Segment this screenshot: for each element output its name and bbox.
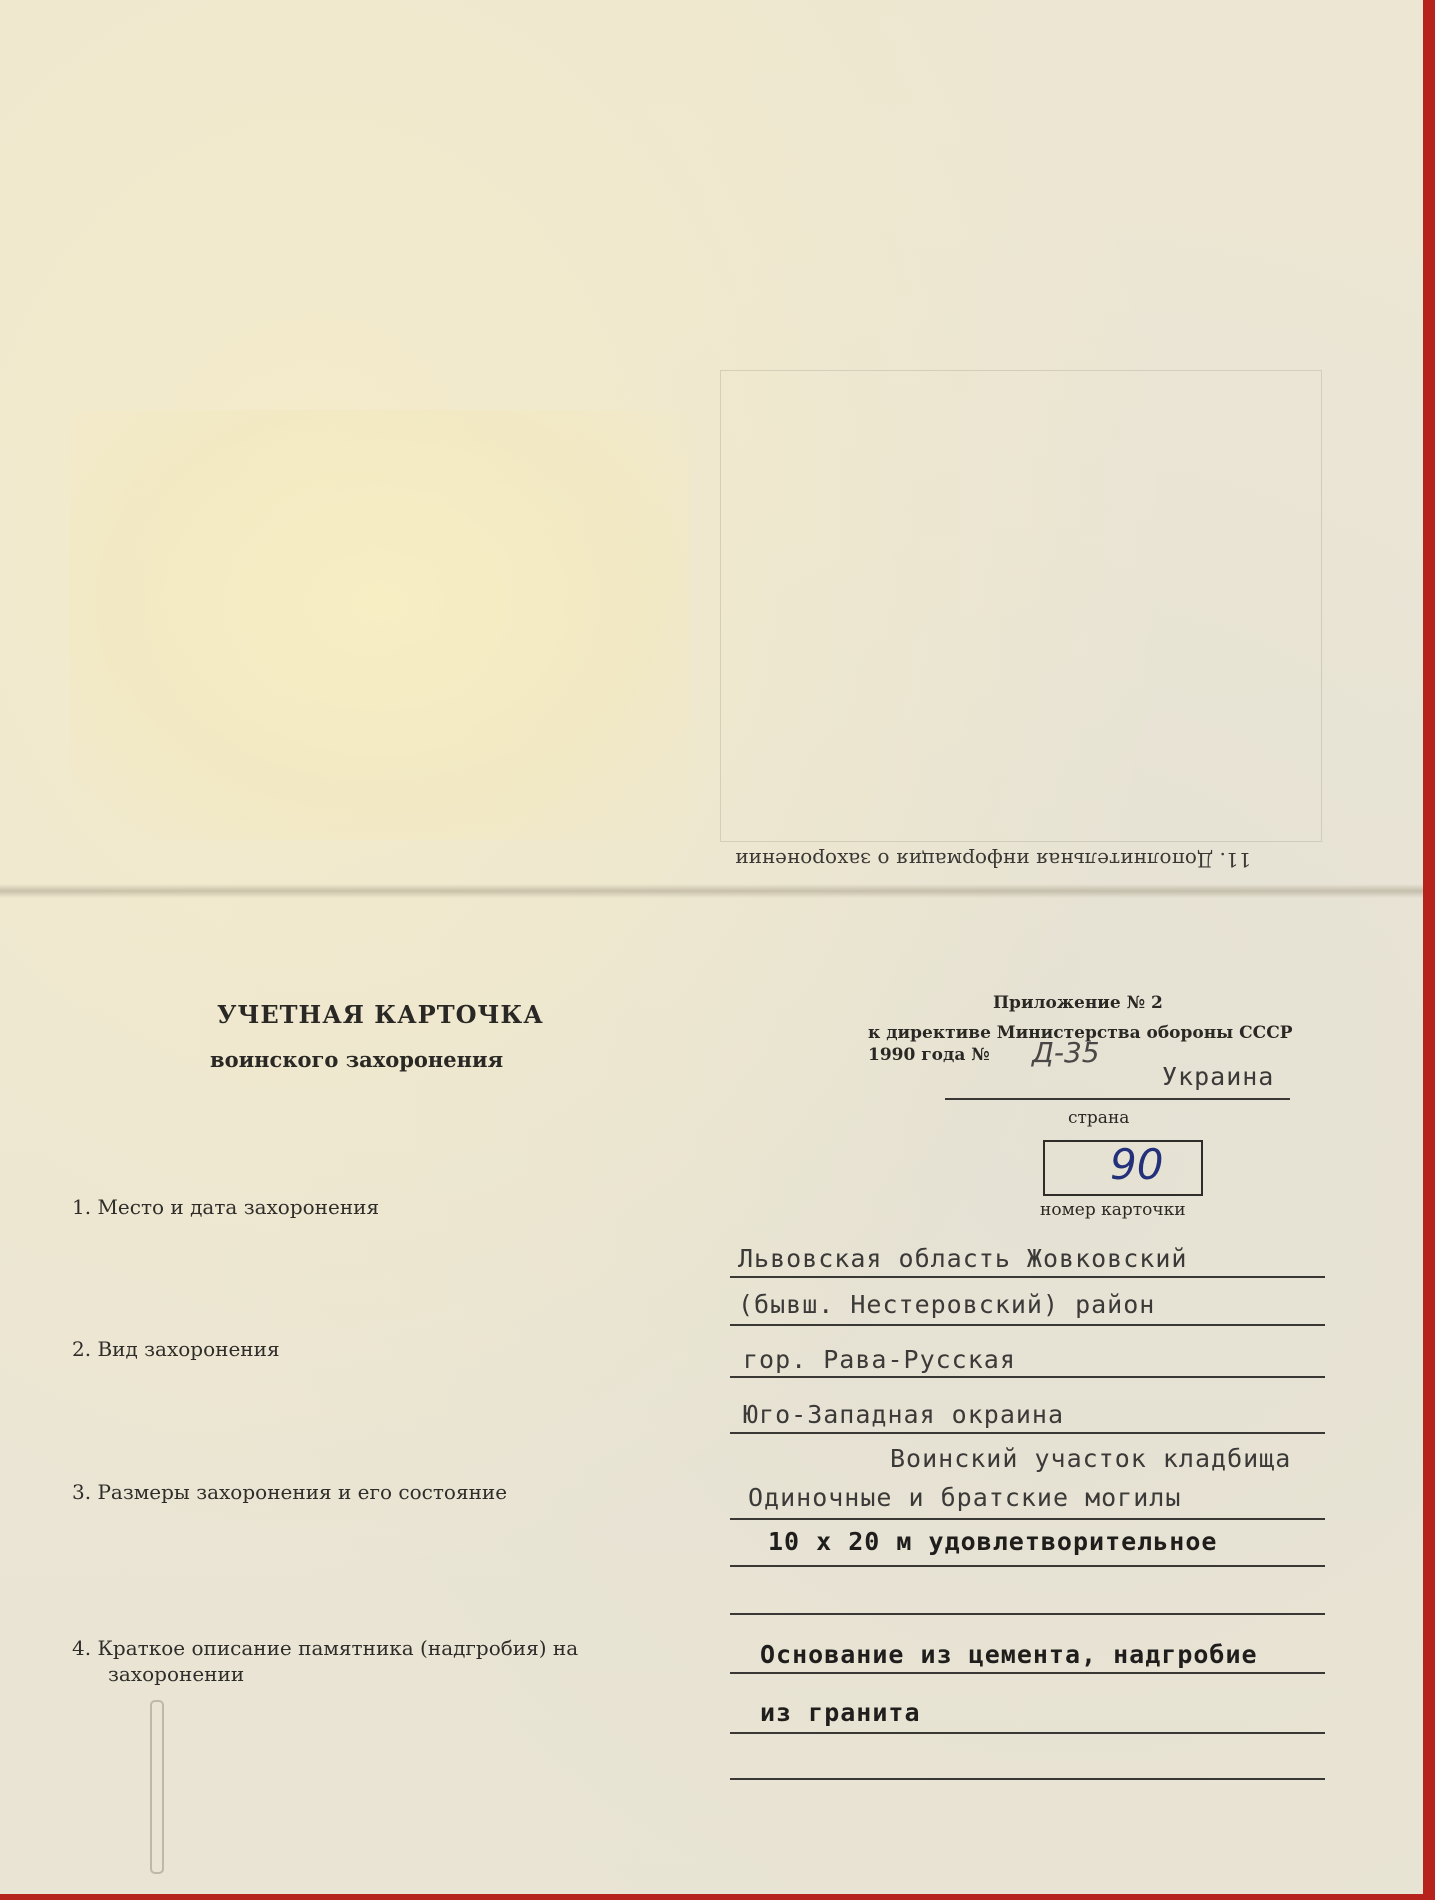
entry-line-4 <box>730 1432 1325 1434</box>
entry-line-6 <box>730 1565 1325 1567</box>
entry-line-1 <box>730 1276 1325 1278</box>
card-number-caption: номер карточки <box>1040 1200 1186 1220</box>
country-caption: страна <box>1068 1108 1130 1128</box>
entry-place-line-5: Воинский участок кладбища <box>890 1444 1292 1473</box>
entry-line-2 <box>730 1324 1325 1326</box>
entry-size-line-1: 10 х 20 м удовлетворительное <box>768 1527 1218 1556</box>
entry-monument-line-2: из гранита <box>760 1698 921 1727</box>
paperclip-mark <box>150 1700 164 1874</box>
directive-year-line: 1990 года № <box>868 1045 990 1065</box>
entry-line-3 <box>730 1376 1325 1378</box>
field-label-type: 2. Вид захоронения <box>72 1337 280 1361</box>
entry-line-8 <box>730 1672 1325 1674</box>
paper-stain <box>70 410 690 840</box>
field-label-monument-2: захоронении <box>108 1662 245 1686</box>
entry-place-line-3: гор. Рава-Русская <box>743 1345 1016 1374</box>
country-line <box>945 1098 1290 1100</box>
field-label-place: 1. Место и дата захоронения <box>72 1195 380 1219</box>
entry-line-5 <box>730 1518 1325 1520</box>
card-title: УЧЕТНАЯ КАРТОЧКА <box>217 1000 544 1029</box>
card-number: 90 <box>1110 1140 1164 1189</box>
entry-place-line-4: Юго-Западная окраина <box>743 1400 1065 1429</box>
entry-place-line-1: Львовская область Жовковский <box>738 1244 1188 1273</box>
entry-type-line-1: Одиночные и братские могилы <box>748 1483 1182 1512</box>
card-subtitle: воинского захоронения <box>210 1047 504 1072</box>
entry-place-line-2: (бывш. Нестеровский) район <box>738 1290 1156 1319</box>
directive-line: к директиве Министерства обороны СССР <box>868 1023 1293 1043</box>
field-label-monument-1: 4. Краткое описание памятника (надгробия) на <box>72 1636 579 1660</box>
fold-crease <box>0 884 1423 898</box>
country-value: Украина <box>1162 1062 1275 1091</box>
entry-line-10 <box>730 1778 1325 1780</box>
upper-info-box <box>720 370 1322 842</box>
field-label-size: 3. Размеры захоронения и его состояние <box>72 1480 508 1504</box>
directive-number: Д-35 <box>1032 1036 1100 1069</box>
additional-info-heading: 11. Дополнительная информация о захоронении <box>735 848 1252 872</box>
appendix-label: Приложение № 2 <box>993 993 1163 1013</box>
entry-monument-line-1: Основание из цемента, надгробие <box>760 1640 1258 1669</box>
entry-line-7 <box>730 1613 1325 1615</box>
entry-line-9 <box>730 1732 1325 1734</box>
